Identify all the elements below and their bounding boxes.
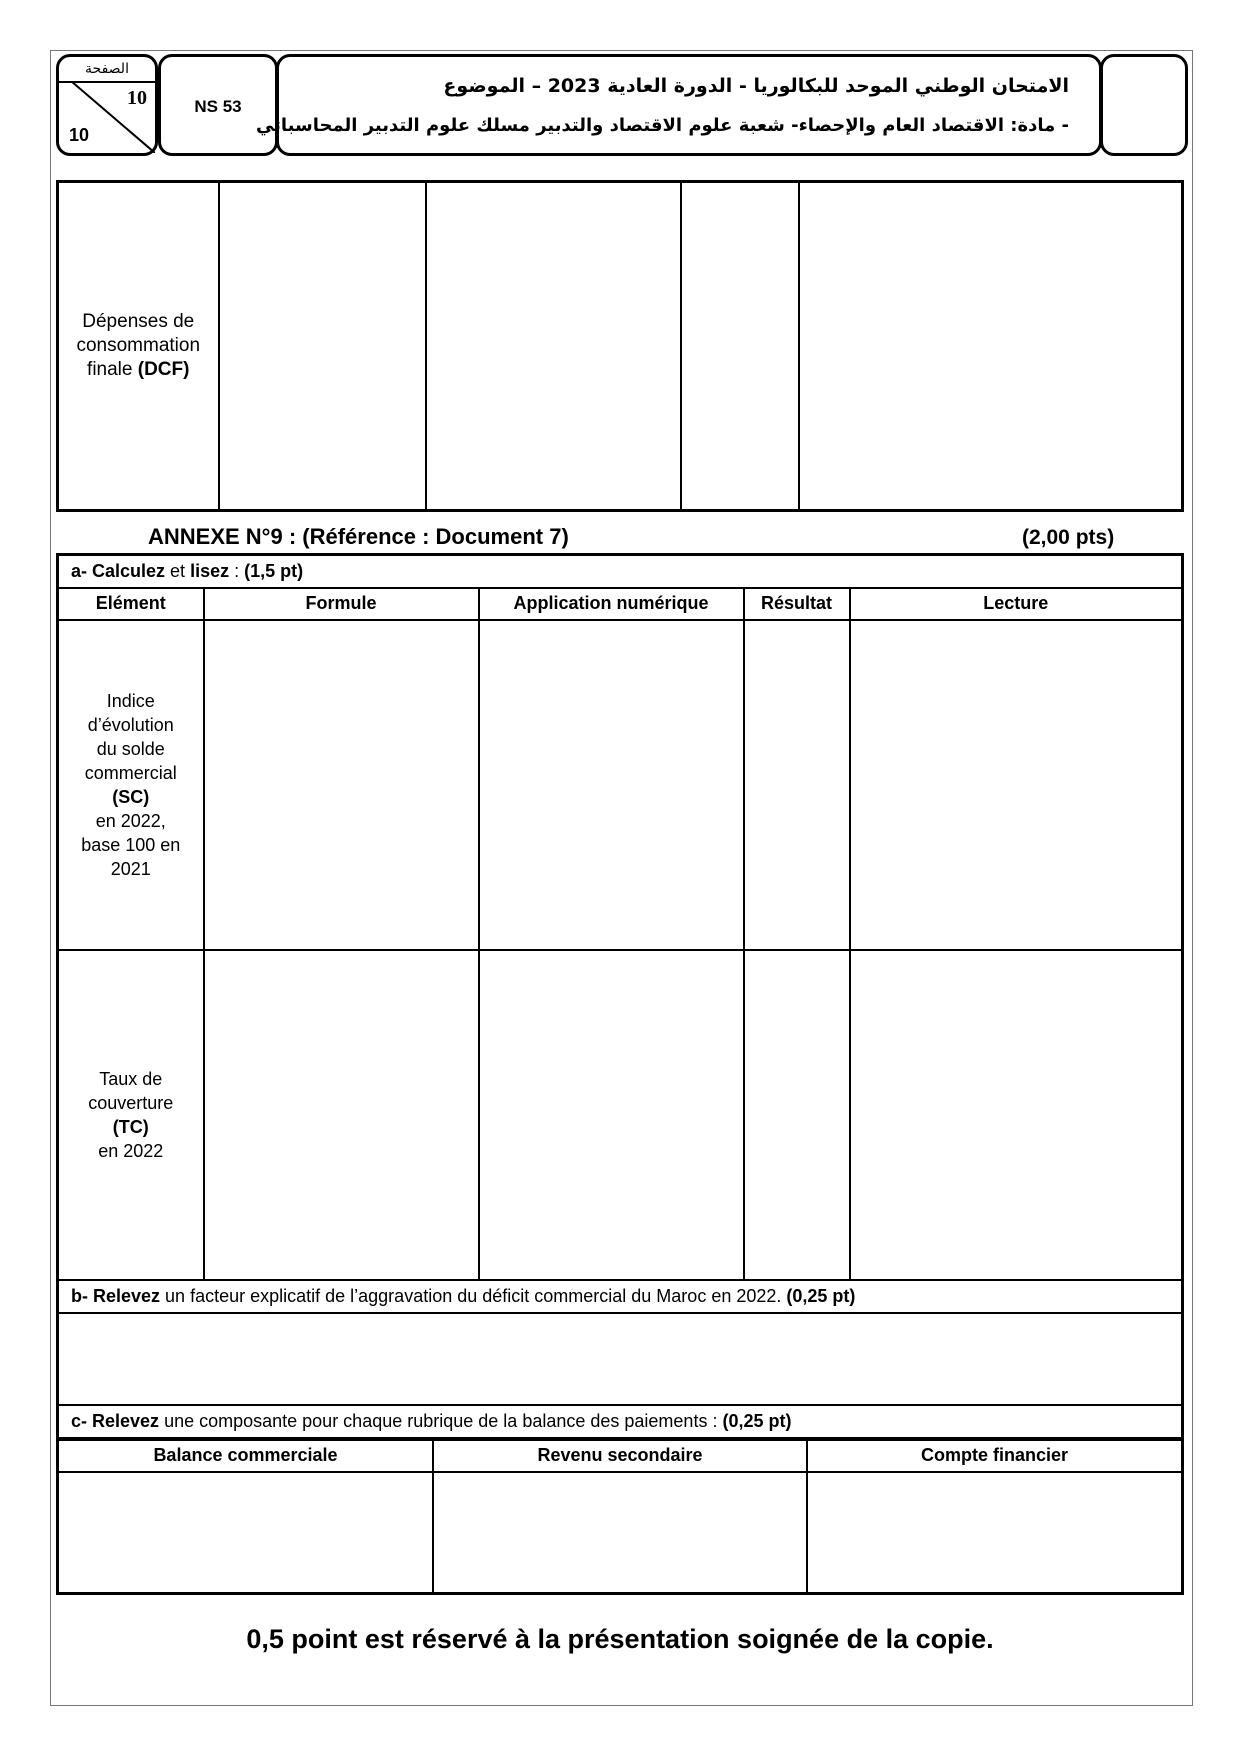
answer-cell[interactable] — [426, 182, 681, 511]
annex-points: (2,00 pts) — [1022, 526, 1115, 549]
page-number-box — [56, 54, 158, 156]
annex-table — [56, 553, 1184, 1595]
part-b-answer[interactable] — [58, 1313, 1183, 1405]
dcf-table — [56, 180, 1184, 512]
answer-cell[interactable] — [433, 1472, 807, 1592]
part-a-instruction: a- Calculez et lisez : (1,5 pt) — [58, 555, 1183, 588]
presentation-note: 0,5 point est réservé à la présentation soignée de la copie. — [246, 1624, 994, 1654]
column-header: Lecture — [850, 588, 1183, 620]
column-header: Application numérique — [479, 588, 744, 620]
exam-code: NS 53 — [194, 97, 242, 116]
c-column-header: Revenu secondaire — [433, 1440, 807, 1472]
part-b-instruction: b- Relevez un facteur explicatif de l’aggravation du déficit commercial du Maroc en 2022. (0,25 pt) — [58, 1280, 1183, 1313]
answer-cell[interactable] — [204, 950, 479, 1280]
exam-title-box — [255, 54, 1102, 156]
part-c-table — [59, 1439, 1181, 1592]
exam-title: الامتحان الوطني الموحد للبكالوريا - الدورة العادية 2023 – الموضوع — [443, 75, 1069, 97]
answer-cell[interactable] — [799, 182, 1183, 511]
column-header: Elément — [58, 588, 204, 620]
column-header: Résultat — [744, 588, 850, 620]
page-total: 10 — [69, 125, 90, 145]
answer-cell[interactable] — [744, 620, 850, 950]
annex-title: ANNEXE N°9 : (Référence : Document 7) — [148, 524, 569, 549]
dcf-row-label: Dépenses de consommation finale (DCF) — [58, 182, 219, 511]
answer-cell[interactable] — [850, 950, 1183, 1280]
part-c-instruction: c- Relevez une composante pour chaque rubrique de la balance des paiements : (0,25 pt) — [58, 1405, 1183, 1438]
c-column-header: Compte financier — [807, 1440, 1181, 1472]
answer-cell[interactable] — [850, 620, 1183, 950]
column-header: Formule — [204, 588, 479, 620]
page-number: 10 — [127, 87, 147, 109]
row-label-tc: Taux de couverture (TC) en 2022 — [58, 950, 204, 1280]
answer-cell[interactable] — [479, 620, 744, 950]
answer-cell[interactable] — [479, 950, 744, 1280]
answer-cell[interactable] — [59, 1472, 433, 1592]
page-label: الصفحة — [59, 59, 155, 83]
exam-subject: - مادة: الاقتصاد العام والإحصاء- شعبة علوم الاقتصاد والتدبير مسلك علوم التدبير المحاسباتي — [255, 115, 1069, 136]
answer-cell[interactable] — [681, 182, 799, 511]
exam-code-box — [158, 54, 278, 156]
answer-cell[interactable] — [204, 620, 479, 950]
answer-cell[interactable] — [807, 1472, 1181, 1592]
answer-cell[interactable] — [219, 182, 426, 511]
row-label-sc: Indice d’évolution du solde commercial (SC) en 2022, base 100 en 2021 — [58, 620, 204, 950]
corner-box — [1100, 54, 1188, 156]
answer-cell[interactable] — [744, 950, 850, 1280]
c-column-header: Balance commerciale — [59, 1440, 433, 1472]
